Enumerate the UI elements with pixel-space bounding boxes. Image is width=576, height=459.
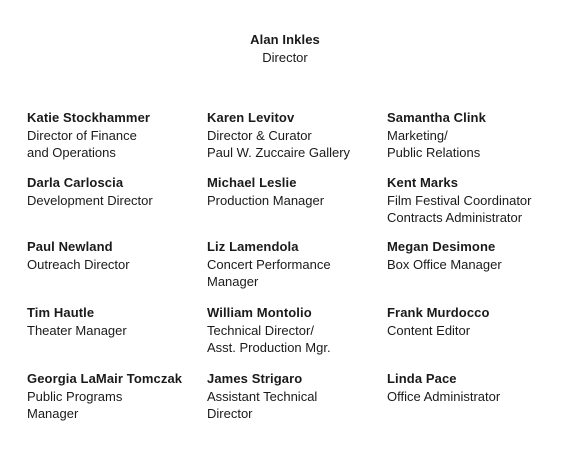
staff-name: Michael Leslie [207, 175, 297, 190]
staff-title: Director of Finance and Operations [27, 127, 137, 160]
staff-row [27, 109, 572, 174]
staff-member [27, 174, 207, 238]
staff-title: Theater Manager [27, 322, 127, 338]
staff-name: Liz Lamendola [207, 239, 299, 254]
staff-member [387, 370, 567, 430]
staff-name: Tim Hautle [27, 305, 95, 320]
staff-member [27, 238, 207, 304]
director-name: Alan Inkles [250, 32, 320, 47]
staff-row [27, 370, 572, 430]
staff-member [387, 304, 567, 370]
staff-name: William Montolio [207, 305, 312, 320]
staff-name: Samantha Clink [387, 110, 486, 125]
staff-row [27, 174, 572, 238]
staff-row [27, 304, 572, 370]
staff-row [27, 238, 572, 304]
staff-name: Megan Desimone [387, 239, 496, 254]
staff-title: Production Manager [207, 192, 325, 208]
staff-name: Karen Levitov [207, 110, 295, 125]
staff-name: Frank Murdocco [387, 305, 490, 320]
staff-title: Film Festival Coordinator Contracts Administrator [387, 192, 532, 225]
director-block [0, 31, 570, 66]
staff-title: Public Programs Manager [27, 388, 123, 421]
staff-title: Marketing/ Public Relations [387, 127, 481, 160]
staff-member [387, 109, 567, 174]
staff-member [27, 304, 207, 370]
staff-title: Development Director [27, 192, 153, 208]
staff-member [207, 238, 387, 304]
staff-title: Director & Curator Paul W. Zuccaire Gallery [207, 127, 351, 160]
staff-member [207, 174, 387, 238]
staff-name: Georgia LaMair Tomczak [27, 371, 183, 386]
staff-name: Katie Stockhammer [27, 110, 151, 125]
staff-title: Office Administrator [387, 388, 501, 404]
staff-name: James Strigaro [207, 371, 303, 386]
staff-title: Box Office Manager [387, 256, 502, 272]
staff-name: Paul Newland [27, 239, 113, 254]
staff-member [207, 109, 387, 174]
staff-grid [27, 109, 572, 430]
staff-member [387, 174, 567, 238]
staff-member [207, 304, 387, 370]
staff-member [27, 370, 207, 430]
staff-member [387, 238, 567, 304]
staff-name: Linda Pace [387, 371, 457, 386]
staff-name: Darla Carloscia [27, 175, 124, 190]
staff-title: Outreach Director [27, 256, 130, 272]
staff-member [27, 109, 207, 174]
staff-title: Technical Director/ Asst. Production Mgr. [207, 322, 331, 355]
director-title: Director [262, 49, 308, 65]
staff-title: Assistant Technical Director [207, 388, 318, 421]
staff-member [207, 370, 387, 430]
staff-name: Kent Marks [387, 175, 459, 190]
staff-title: Concert Performance Manager [207, 256, 331, 289]
staff-title: Content Editor [387, 322, 471, 338]
